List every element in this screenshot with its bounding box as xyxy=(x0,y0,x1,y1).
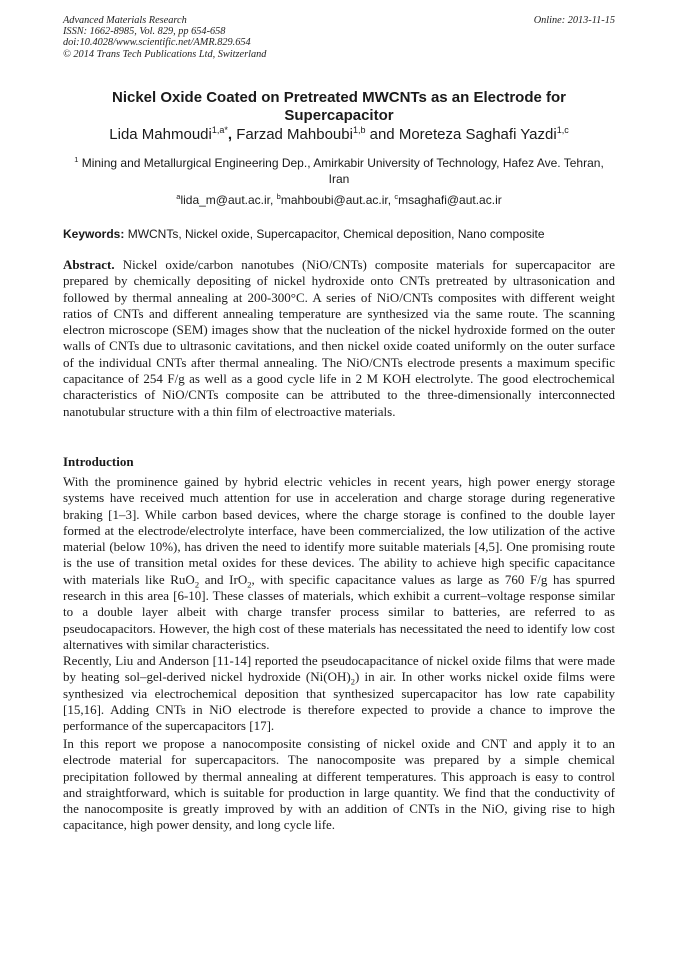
author-separator: , xyxy=(227,126,237,143)
paragraph-text: , with specific capacitance values as large as 760 F/g has spurred research in this area [6-10]. These classes of materials, which exhibit a current–voltage response similar to a double layer albeit with charge transfer process similar to batteries, are referred to as pseudocapacitors. However, the high cost of these materials has necessitated the need to identify low cost alternatives with similar characteristics. xyxy=(63,571,616,652)
journal-header xyxy=(63,15,266,60)
online-date: Online: 2013-11-15 xyxy=(533,15,615,26)
intro-paragraph xyxy=(63,653,615,734)
paper-title: Nickel Oxide Coated on Pretreated MWCNTs as an Electrode for Supercapacitor xyxy=(112,89,566,124)
intro-paragraph xyxy=(63,474,615,653)
subscript: 2 xyxy=(350,676,355,687)
email-address: msaghafi@aut.ac.ir xyxy=(398,193,502,207)
keywords-label: Keywords: xyxy=(63,227,125,241)
author-separator: and xyxy=(365,126,399,143)
email-address: lida_m@aut.ac.ir, xyxy=(180,193,277,207)
intro-paragraph: In this report we propose a nanocomposite consisting of nickel oxide and CNT and apply it to an electrode material for supercapacitors. The nanocomposite was prepared by a simple chemical precipitation followed by thermal annealing at different temperatures. This approach is easy to control and straightforward, which is suitable for production in large quantity. We find that the conductivity of the nanocomposite is greatly improved by with an addition of CNTs in the NiO, giving rise to high capacitance, high power density, and long cycle life. xyxy=(63,736,615,833)
abstract xyxy=(63,257,615,420)
subscript: 2 xyxy=(194,579,200,590)
author-list xyxy=(63,126,615,144)
author-name: Farzad Mahboubi xyxy=(236,126,353,143)
affiliation-superscript: 1 xyxy=(74,155,79,164)
paragraph-text: and IrO xyxy=(199,571,248,587)
copyright-line: © 2014 Trans Tech Publications Ltd, Switzerland xyxy=(63,48,267,60)
email-superscript: a xyxy=(176,192,181,201)
author-superscript: 1,b xyxy=(352,125,366,135)
paragraph-text: ) in air. In other works nickel oxide films were synthesized via electrochemical deposition that synthesized supercapacitor has low rate capability [15,16]. Adding CNTs in NiO electrode is therefore expected to provide a chance to improve the performance of the supercapacitors [17]. xyxy=(63,669,615,734)
paragraph-text: Recently, Liu and Anderson [11-14] reported the pseudocapacitance of nickel oxide films that were made by heating sol–gel-derived nickel hydroxide (Ni(OH) xyxy=(63,653,615,685)
affiliation-text: Mining and Metallurgical Engineering Dep., Amirkabir University of Technology, Hafez Ave. Tehran, Iran xyxy=(78,156,604,186)
author-superscript: 1,c xyxy=(556,125,569,135)
abstract-text: Nickel oxide/carbon nanotubes (NiO/CNTs) composite materials for supercapacitor are prepared by chemically depositing of nickel hydroxide onto CNTs pretreated by ultrasonication and followed by thermal annealing at 200-300°C. A series of NiO/CNTs composites with different weight ratios of CNTs and different annealing temperature are synthesized via the same route. The scanning electron microscope (SEM) images show that the nucleation of the nickel hydroxide formed on the outer walls of CNTs due to ultrasonic cavitations, and then nickel oxide coated uniformly on the outer surface of the individual CNTs after thermal annealing. The NiO/CNTs electrode presents a maximum specific capacitance of 254 F/g as well as a good cycle life in 2 M KOH electrolyte. The good electrochemical characteristics of NiO/CNTs composite can be attributed to the three-dimensionally interconnected nanotubular structure with a thin film of electroactive materials. xyxy=(63,257,615,419)
email-list xyxy=(63,193,615,208)
email-superscript: b xyxy=(276,192,281,201)
email-address: mahboubi@aut.ac.ir, xyxy=(280,193,395,207)
author-superscript: 1,a* xyxy=(211,125,228,135)
doi-line: doi:10.4028/www.scientific.net/AMR.829.654 xyxy=(63,37,251,49)
paragraph-text: With the prominence gained by hybrid electric vehicles in recent years, high power energy storage systems have received much attention for use in acceleration and charge storage during regenerative braking [1–3]. While carbon based devices, where the charge storage is confined to the double layer formed at the electrode/electrolyte interface, have been commercialized, the low utilization of the active material (below 10%), has driven the need to identify more suitable materials [4,5]. One promising route is the use of transition metal oxides for these devices. The ability to achieve high specific capacitance with materials like RuO xyxy=(63,474,615,587)
abstract-label: Abstract. xyxy=(63,257,115,272)
author-name: Moreteza Saghafi Yazdi xyxy=(398,126,557,143)
keywords-text: MWCNTs, Nickel oxide, Supercapacitor, Chemical deposition, Nano composite xyxy=(124,227,545,241)
keywords xyxy=(63,227,615,242)
email-superscript: c xyxy=(394,192,399,201)
journal-name: Advanced Materials Research xyxy=(63,15,187,26)
affiliation xyxy=(63,156,615,187)
subscript: 2 xyxy=(247,579,252,590)
author-name: Lida Mahmoudi xyxy=(109,126,212,143)
section-heading: Introduction xyxy=(63,454,134,469)
issn-line: ISSN: 1662-8985, Vol. 829, pp 654-658 xyxy=(63,26,226,38)
